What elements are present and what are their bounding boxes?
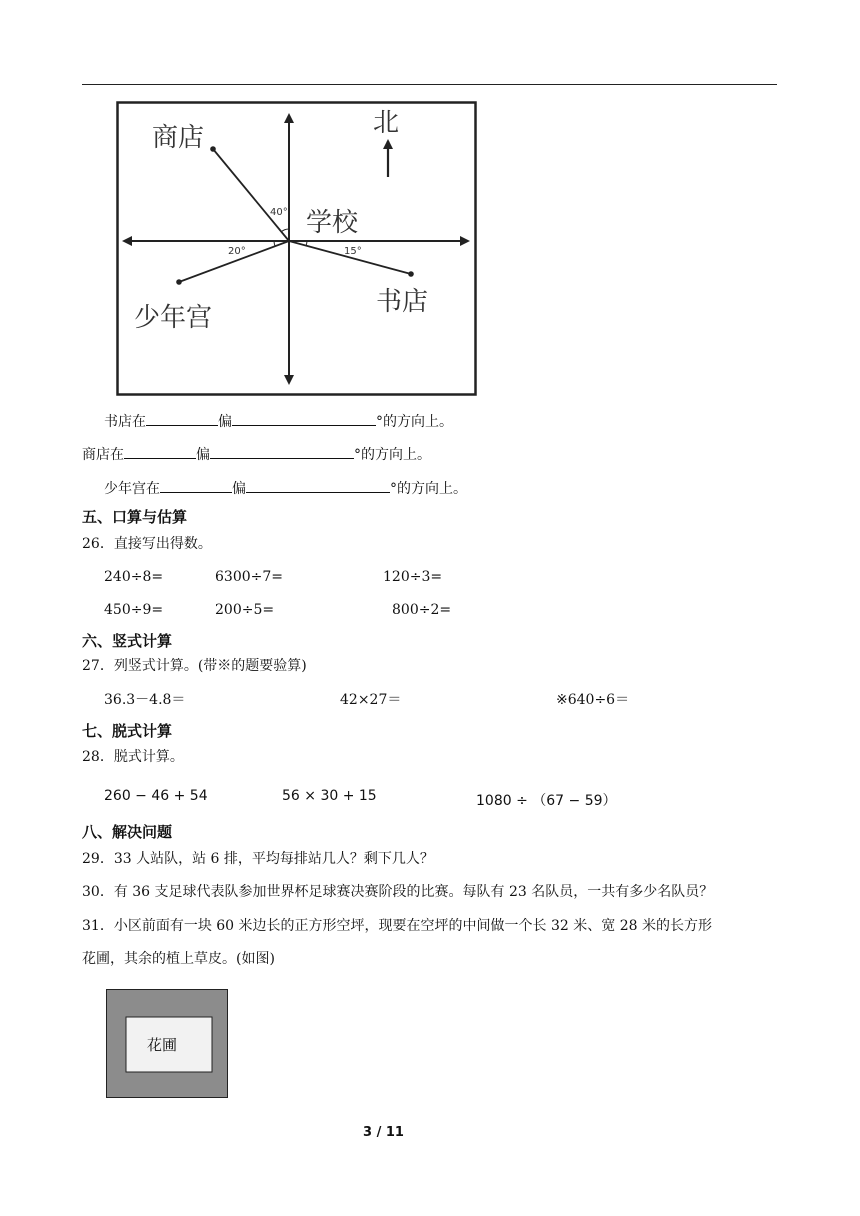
q28-item: 1080 ÷ （67 − 59） bbox=[476, 793, 617, 809]
q27-item: ※640÷6＝ bbox=[556, 692, 630, 708]
q26-item: 120÷3= bbox=[383, 569, 443, 585]
label-school: 学校 bbox=[306, 208, 359, 238]
page-number: 3 / 11 bbox=[363, 1125, 404, 1140]
q29-text: 29．33 人站队，站 6 排，平均每排站几人？剩下几人？ bbox=[82, 851, 434, 867]
angle-label-book: 15° bbox=[344, 246, 362, 257]
blank-direction[interactable] bbox=[160, 478, 232, 493]
q26-item: 800÷2= bbox=[392, 602, 452, 618]
q27-text: 27．列竖式计算。(带※的题要验算) bbox=[82, 658, 307, 674]
q27-item: 42×27＝ bbox=[340, 692, 402, 708]
q28-text: 28．脱式计算。 bbox=[82, 749, 184, 765]
angle-label-youth: 20° bbox=[228, 246, 246, 257]
blank-direction[interactable] bbox=[124, 444, 196, 459]
q26-text: 26．直接写出得数。 bbox=[82, 536, 212, 552]
angle-label-shop: 40° bbox=[270, 207, 288, 218]
label-youth-palace: 少年宫 bbox=[134, 303, 213, 333]
q26-item: 240÷8= bbox=[104, 569, 164, 585]
label-north: 北 bbox=[373, 108, 400, 138]
garden-diagram bbox=[106, 989, 230, 1101]
flowerbed-label: 花圃 bbox=[147, 1036, 178, 1054]
angle-arc-shop bbox=[281, 229, 289, 232]
fill-line-youth-palace: 少年宫在 偏 °的方向上。 bbox=[104, 478, 467, 498]
label-bookstore: 书店 bbox=[376, 287, 429, 317]
line-to-shop bbox=[213, 149, 289, 241]
q30-text: 30．有 36 支足球代表队参加世界杯足球赛决赛阶段的比赛。每队有 23 名队员，一共有多少名队员？ bbox=[82, 884, 714, 900]
section7-heading: 七、脱式计算 bbox=[82, 722, 173, 740]
q26-item: 6300÷7= bbox=[215, 569, 283, 585]
direction-map bbox=[116, 101, 478, 397]
header-rule bbox=[82, 84, 777, 85]
fill-line-shop: 商店在 偏 °的方向上。 bbox=[82, 444, 431, 464]
fill-line-bookstore: 书店在 偏 °的方向上。 bbox=[104, 411, 453, 431]
section5-heading: 五、口算与估算 bbox=[82, 508, 188, 526]
section8-heading: 八、解决问题 bbox=[82, 823, 173, 841]
blank-angle[interactable] bbox=[246, 478, 390, 493]
section6-heading: 六、竖式计算 bbox=[82, 632, 173, 650]
q26-item: 200÷5= bbox=[215, 602, 275, 618]
q31-text: 31．小区前面有一块 60 米边长的正方形空坪，现要在空坪的中间做一个长 32 米、宽 28 米的长方形 bbox=[82, 918, 712, 934]
label-shop: 商店 bbox=[152, 123, 205, 153]
blank-angle[interactable] bbox=[210, 444, 354, 459]
q28-item: 260 − 46 + 54 bbox=[104, 788, 208, 804]
blank-angle[interactable] bbox=[232, 411, 376, 426]
blank-direction[interactable] bbox=[146, 411, 218, 426]
q26-item: 450÷9= bbox=[104, 602, 164, 618]
q28-item: 56 × 30 + 15 bbox=[282, 788, 377, 804]
q27-item: 36.3－4.8＝ bbox=[104, 692, 186, 708]
q31-text-cont: 花圃，其余的植上草皮。(如图) bbox=[82, 951, 275, 967]
